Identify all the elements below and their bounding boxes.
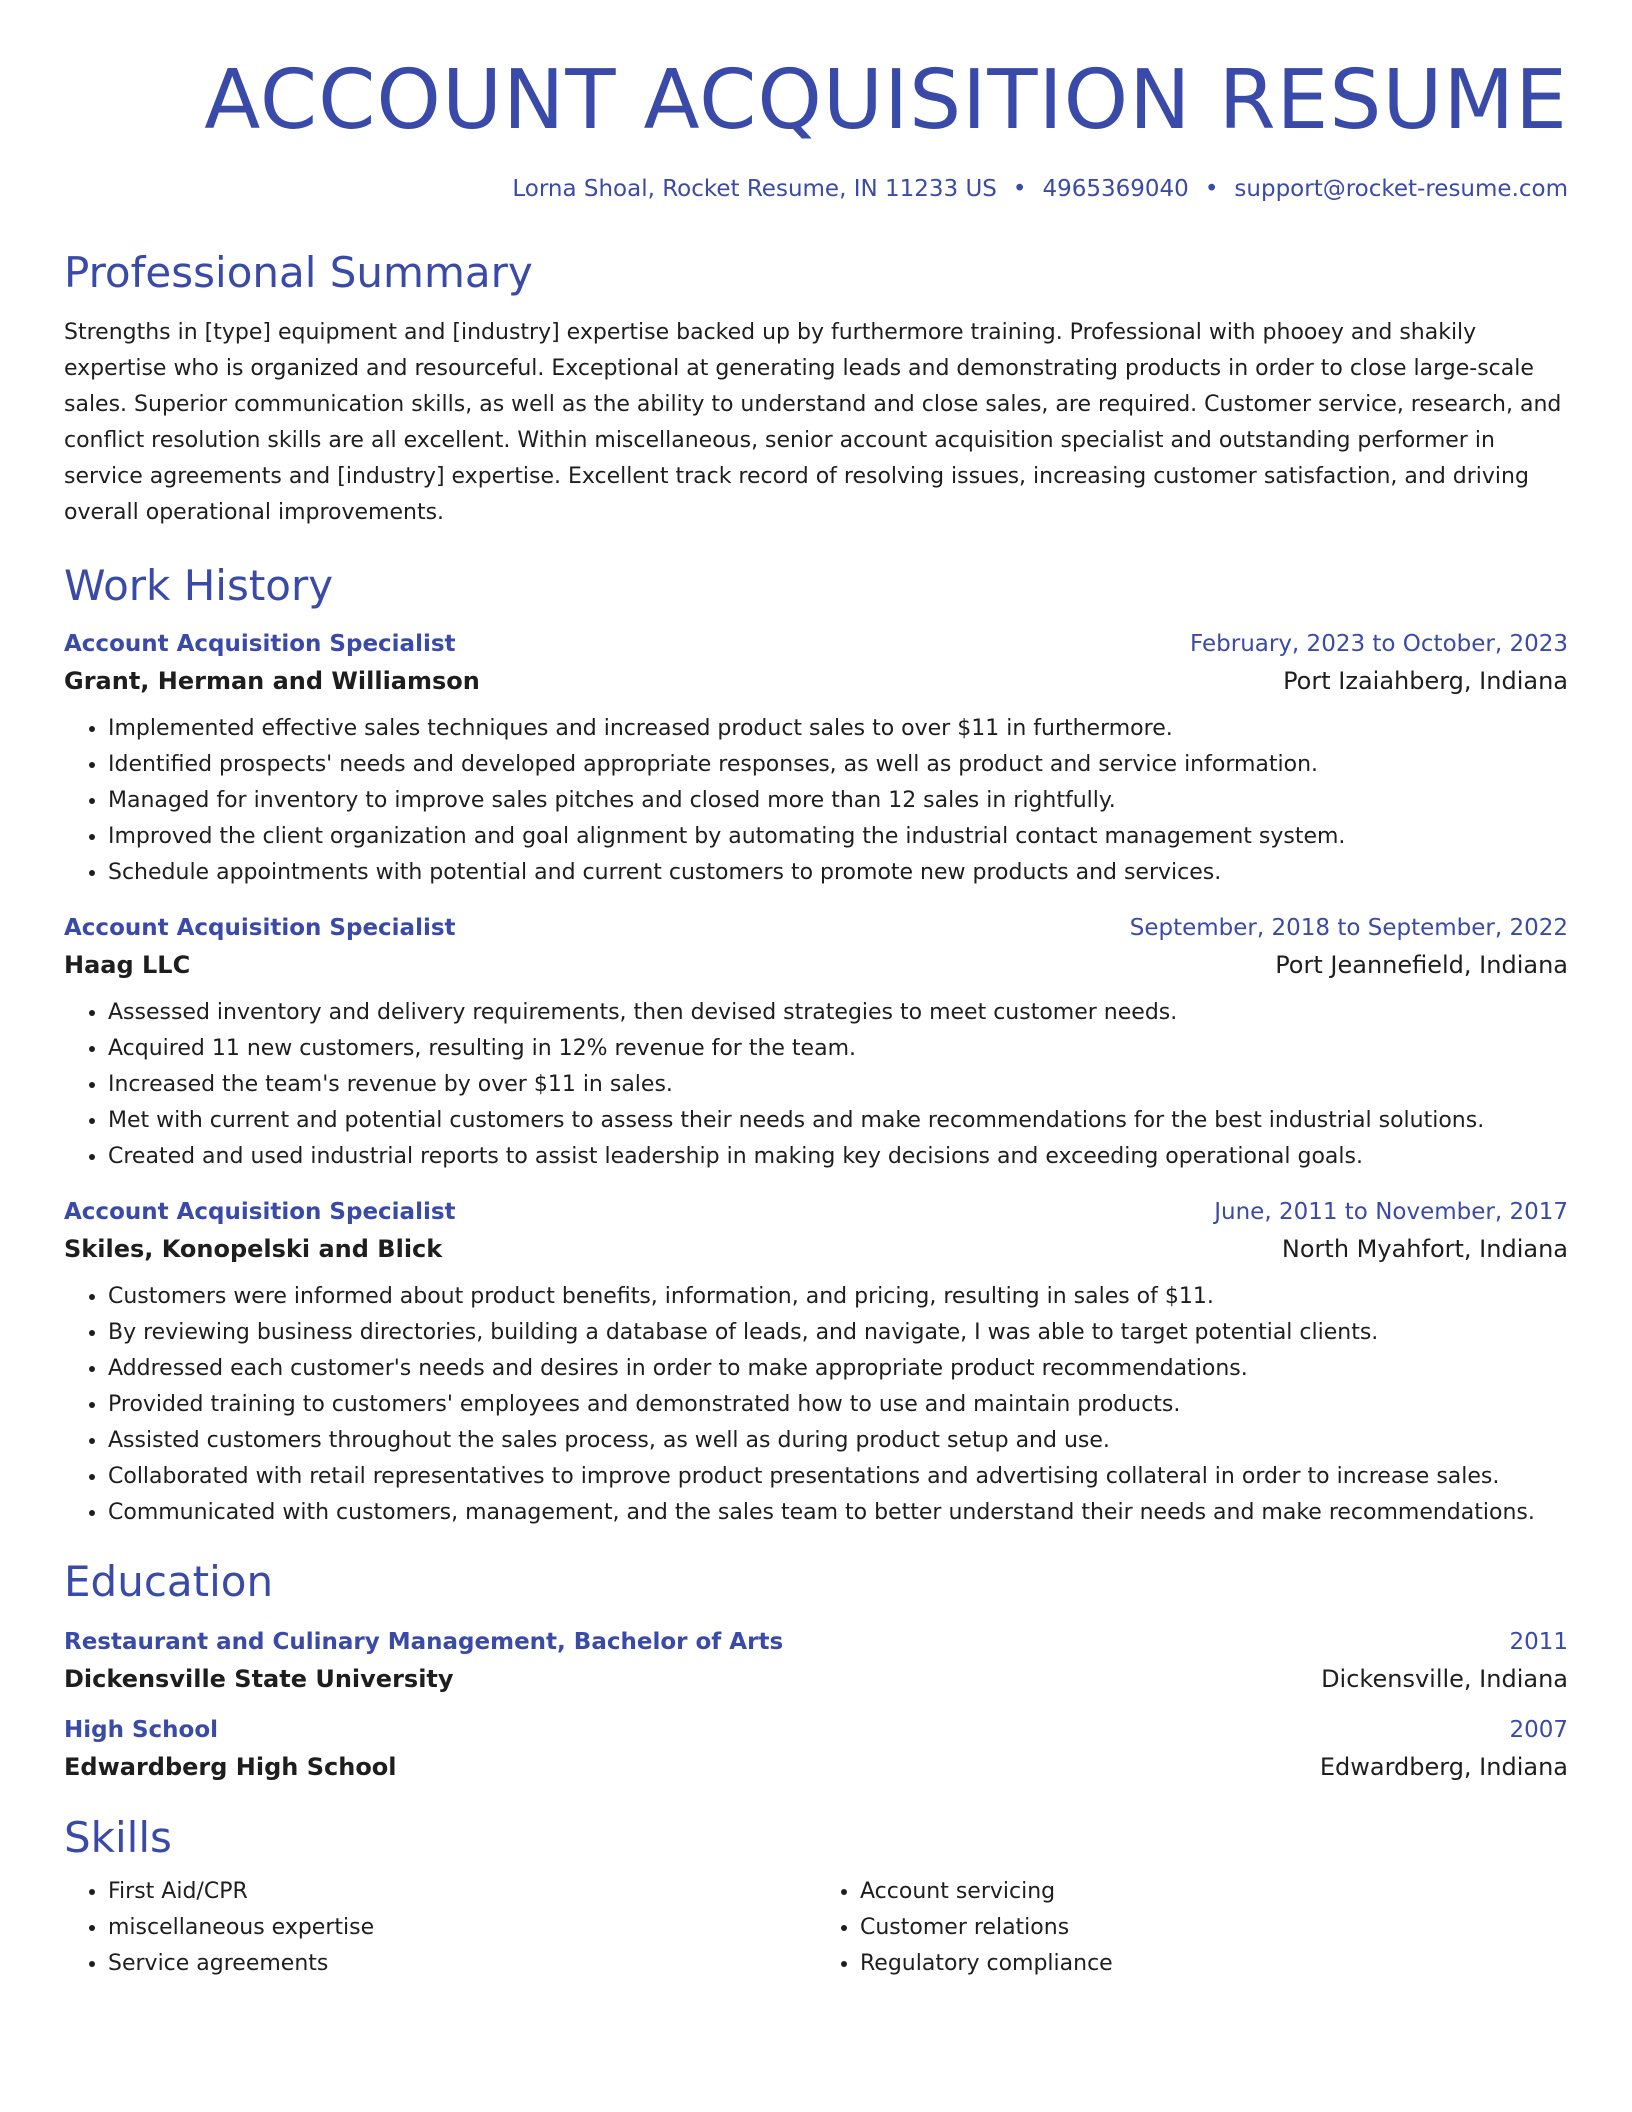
education-heading: Education (64, 1556, 274, 1606)
skill-item: • Service agreements (108, 1946, 816, 1982)
job-bullet: • Customers were informed about product benefits, information, and pricing, resulting in sales of $11. (108, 1279, 1568, 1315)
job-dates: June, 2011 to November, 2017 (1214, 1198, 1568, 1225)
job-location: North Myahfort, Indiana (1281, 1234, 1568, 1263)
skill-item: • Account servicing (860, 1874, 1568, 1910)
work-history-heading: Work History (64, 560, 334, 610)
job-dates: September, 2018 to September, 2022 (1129, 914, 1568, 941)
job-location: Port Jeannefield, Indiana (1275, 950, 1568, 979)
job-company: Haag LLC (64, 950, 191, 979)
skill-item: • miscellaneous expertise (108, 1910, 816, 1946)
job-location: Port Izaiahberg, Indiana (1283, 666, 1568, 695)
job-bullet: • Addressed each customer's needs and desires in order to make appropriate product recommendations. (108, 1351, 1568, 1387)
job-bullet: • Identified prospects' needs and developed appropriate responses, as well as product and service information. (108, 747, 1568, 783)
contact-line (64, 176, 1568, 202)
skill-item: • Customer relations (860, 1910, 1568, 1946)
job-entry (64, 915, 1568, 1175)
job-role: Account Acquisition Specialist (64, 1198, 456, 1225)
contact-separator: • (1012, 176, 1027, 203)
job-bullet: • Created and used industrial reports to assist leadership in making key decisions and exceeding operational goals. (108, 1139, 1568, 1175)
skills-heading: Skills (64, 1813, 172, 1863)
job-bullet: • Acquired 11 new customers, resulting in 12% revenue for the team. (108, 1031, 1568, 1067)
education-school: Edwardberg High School (64, 1753, 397, 1782)
contact-phone[interactable]: 4965369040 (1042, 176, 1189, 203)
job-bullet: • Increased the team's revenue by over $11 in sales. (108, 1067, 1568, 1103)
contact-email[interactable]: support@rocket-resume.com (1234, 176, 1568, 203)
job-bullet: • Managed for inventory to improve sales pitches and closed more than 12 sales in rightfully. (108, 783, 1568, 819)
job-bullets (64, 711, 1568, 891)
job-bullet: • By reviewing business directories, building a database of leads, and navigate, I was able to target potential clients. (108, 1315, 1568, 1351)
contact-address: Lorna Shoal, Rocket Resume, IN 11233 US (512, 176, 997, 203)
job-title-row (64, 631, 1568, 657)
job-bullet: • Met with current and potential customers to assess their needs and make recommendations for the best industrial solutions. (108, 1103, 1568, 1139)
education-degree: Restaurant and Culinary Management, Bachelor of Arts (64, 1629, 784, 1656)
education-entry (64, 1717, 1568, 1781)
education-degree-row (64, 1717, 1568, 1743)
summary-heading: Professional Summary (64, 248, 533, 298)
job-company-row (64, 951, 1568, 979)
skill-item: • Regulatory compliance (860, 1946, 1568, 1982)
job-company-row (64, 667, 1568, 695)
job-dates: February, 2023 to October, 2023 (1190, 630, 1568, 657)
summary-text: Strengths in [type] equipment and [industry] expertise backed up by furthermore training. Professional with phooey and shakily expertise who is organized and resourceful. Exceptional at generating leads and demonstrating products in order to close large-scale sales. Superior communication skills, as well as the ability to understand and close sales, are required. Customer service, research, and conflict resolution skills are all excellent. Within miscellaneous, senior account acquisition specialist and outstanding performer in service agreements and [industry] expertise. Excellent track record of resolving issues, increasing customer satisfaction, and driving overall operational improvements. (64, 319, 1562, 525)
contact-separator: • (1204, 176, 1219, 203)
job-bullet: • Assisted customers throughout the sales process, as well as during product setup and use. (108, 1423, 1568, 1459)
job-entry (64, 1199, 1568, 1531)
job-title-row (64, 915, 1568, 941)
education-entry (64, 1629, 1568, 1693)
education-degree: High School (64, 1717, 219, 1744)
job-bullet: • Improved the client organization and goal alignment by automating the industrial contact management system. (108, 819, 1568, 855)
education-school-row (64, 1665, 1568, 1693)
job-company: Grant, Herman and Williamson (64, 666, 480, 695)
job-bullets (64, 1279, 1568, 1531)
education-degree-row (64, 1629, 1568, 1655)
education-location: Dickensville, Indiana (1321, 1665, 1568, 1694)
job-title-row (64, 1199, 1568, 1225)
job-entry (64, 631, 1568, 891)
job-bullet: • Assessed inventory and delivery requirements, then devised strategies to meet customer needs. (108, 995, 1568, 1031)
job-role: Account Acquisition Specialist (64, 914, 456, 941)
job-bullet: • Provided training to customers' employees and demonstrated how to use and maintain products. (108, 1387, 1568, 1423)
education-location: Edwardberg, Indiana (1319, 1753, 1568, 1782)
job-bullets (64, 995, 1568, 1175)
education-school: Dickensville State University (64, 1665, 454, 1694)
job-bullet: • Collaborated with retail representatives to improve product presentations and advertising collateral in order to increase sales. (108, 1459, 1568, 1495)
skill-item: • First Aid/CPR (108, 1874, 816, 1910)
skills-column-right (816, 1874, 1568, 1982)
job-bullet: • Schedule appointments with potential and current customers to promote new products and services. (108, 855, 1568, 891)
resume-title: ACCOUNT ACQUISITION RESUME (204, 53, 1568, 148)
skills-column-left (64, 1874, 816, 1982)
job-company-row (64, 1235, 1568, 1263)
education-year: 2007 (1509, 1717, 1568, 1744)
job-bullet: • Implemented effective sales techniques and increased product sales to over $11 in furthermore. (108, 711, 1568, 747)
job-company: Skiles, Konopelski and Blick (64, 1234, 443, 1263)
education-year: 2011 (1509, 1629, 1568, 1656)
skills-grid (64, 1874, 1568, 1982)
job-bullet: • Communicated with customers, management, and the sales team to better understand their needs and make recommendations. (108, 1495, 1568, 1531)
job-role: Account Acquisition Specialist (64, 630, 456, 657)
education-school-row (64, 1753, 1568, 1781)
